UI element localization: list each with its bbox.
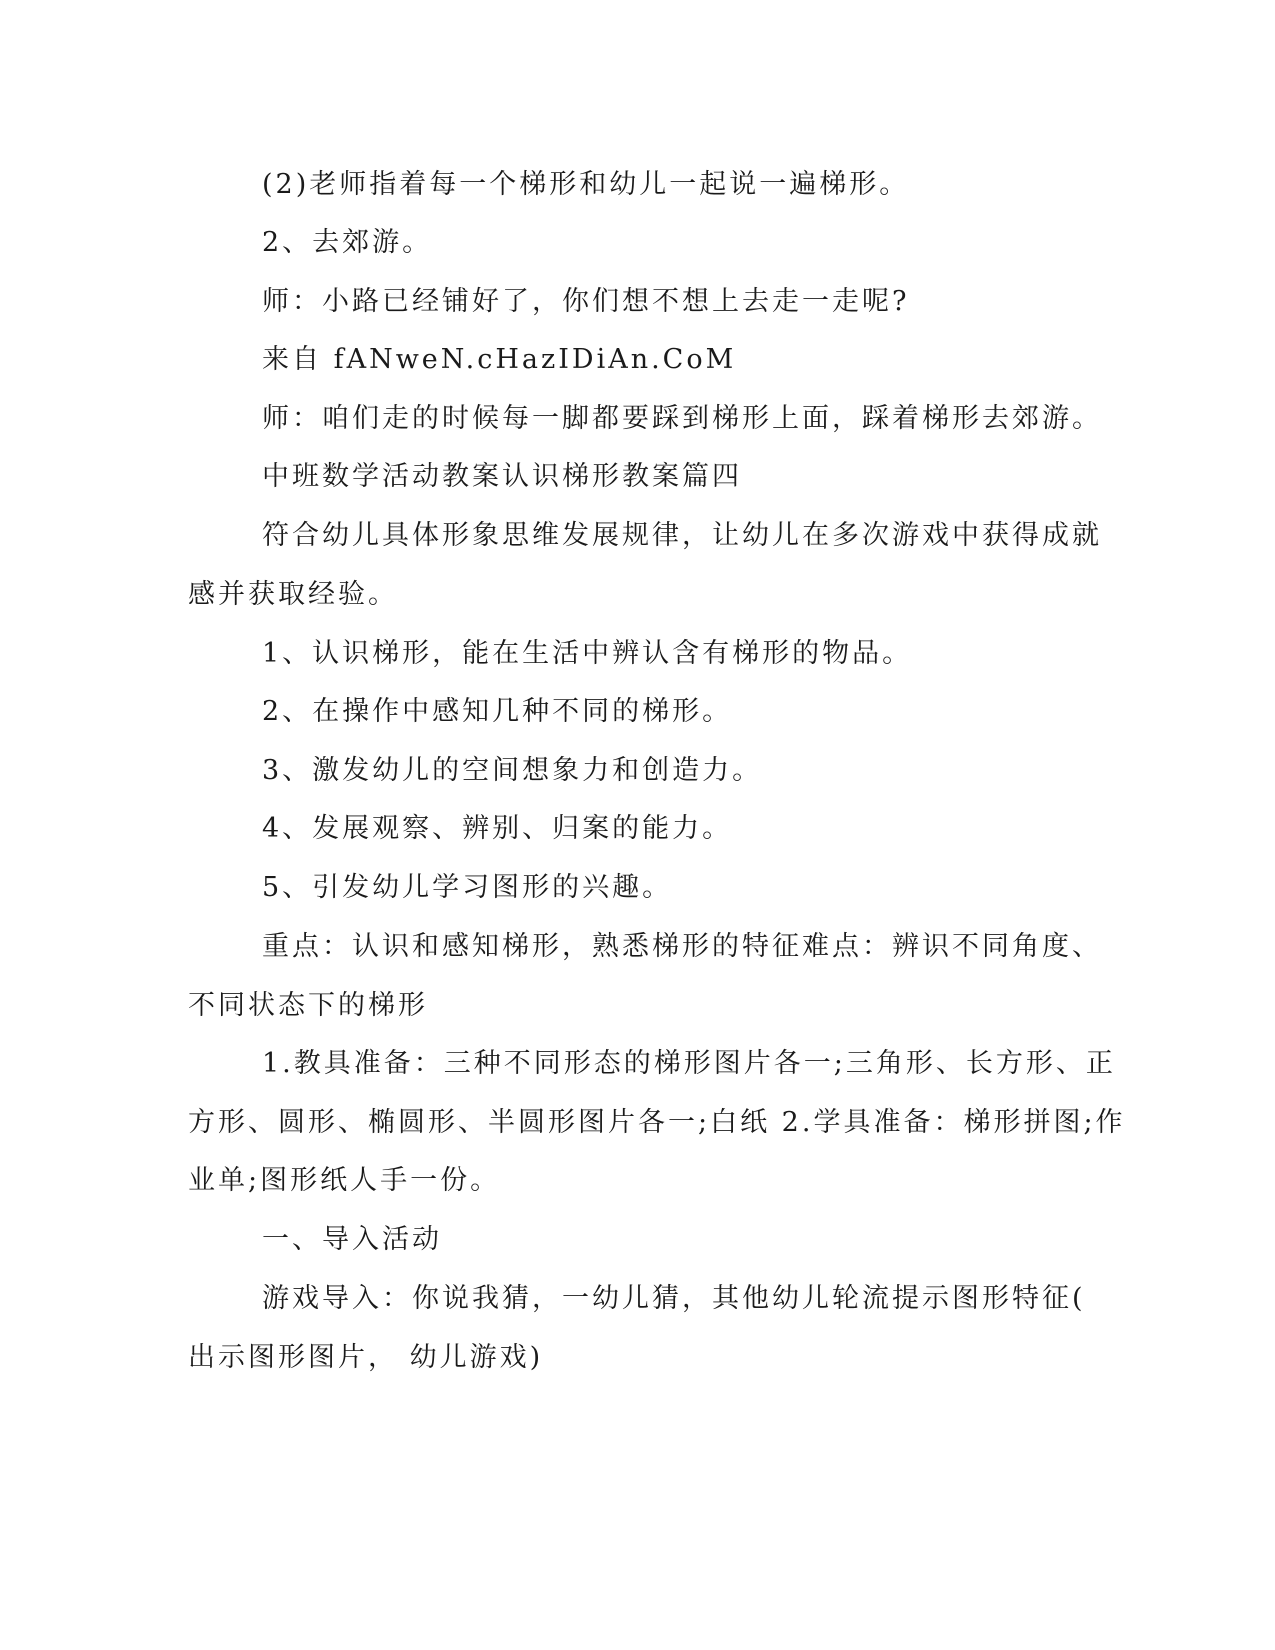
text-line: 游戏导入：你说我猜，一幼儿猜，其他幼儿轮流提示图形特征(	[262, 1283, 1086, 1314]
text-line: 感并获取经验。	[188, 579, 398, 610]
list-item: 4、发展观察、辨别、归案的能力。	[262, 813, 733, 844]
section-heading: 一、导入活动	[262, 1224, 442, 1255]
list-item: 1、认识梯形，能在生活中辨认含有梯形的物品。	[262, 638, 913, 669]
list-item: 3、激发幼儿的空间想象力和创造力。	[262, 755, 763, 786]
text-line: 不同状态下的梯形	[188, 990, 428, 1021]
text-line: 师：小路已经铺好了，你们想不想上去走一走呢?	[262, 286, 910, 317]
text-line: 方形、圆形、椭圆形、半圆形图片各一;白纸 2.学具准备：梯形拼图;作	[188, 1107, 1126, 1138]
text-line: 出示图形图片， 幼儿游戏)	[188, 1342, 544, 1373]
text-line: (2)老师指着每一个梯形和幼儿一起说一遍梯形。	[262, 169, 910, 200]
text-line: 1.教具准备：三种不同形态的梯形图片各一;三角形、长方形、正	[262, 1048, 1116, 1079]
text-line: 符合幼儿具体形象思维发展规律，让幼儿在多次游戏中获得成就	[262, 520, 1102, 551]
text-line: 2、去郊游。	[262, 227, 433, 258]
source-line: 来自 fANweN.cHazIDiAn.CoM	[262, 344, 737, 375]
text-line: 师：咱们走的时候每一脚都要踩到梯形上面，踩着梯形去郊游。	[262, 403, 1102, 434]
text-line: 重点：认识和感知梯形，熟悉梯形的特征难点：辨识不同角度、	[262, 931, 1102, 962]
section-heading: 中班数学活动教案认识梯形教案篇四	[262, 461, 742, 492]
list-item: 2、在操作中感知几种不同的梯形。	[262, 696, 733, 727]
text-line: 业单;图形纸人手一份。	[188, 1165, 501, 1196]
list-item: 5、引发幼儿学习图形的兴趣。	[262, 872, 673, 903]
